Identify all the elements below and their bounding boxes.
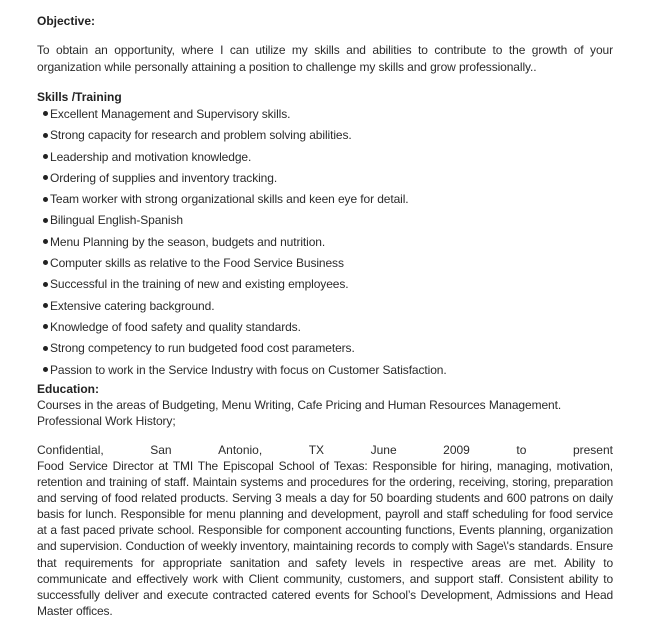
bullet-icon xyxy=(43,111,48,116)
skill-item xyxy=(43,361,447,382)
skills-heading: Skills /Training xyxy=(37,90,122,104)
job-start-month: June xyxy=(370,443,397,457)
job-city: San xyxy=(150,443,172,457)
skill-text: Excellent Management and Supervisory skills. xyxy=(50,107,291,121)
skill-text: Team worker with strong organizational skills and keen eye for detail. xyxy=(50,192,409,207)
job-state: TX xyxy=(308,443,325,457)
bullet-icon xyxy=(43,282,48,287)
skill-item xyxy=(43,190,447,211)
bullet-icon xyxy=(43,175,48,180)
bullet-icon xyxy=(43,239,48,244)
job-to: to xyxy=(516,443,527,457)
skill-text: Bilingual English-Spanish xyxy=(50,213,183,228)
skills-list xyxy=(43,105,447,382)
bullet-icon xyxy=(43,154,48,159)
work-history-label: Professional Work History; xyxy=(37,414,176,428)
bullet-icon xyxy=(43,197,48,202)
skill-text: Extensive catering background. xyxy=(50,298,215,313)
skill-item xyxy=(43,169,447,190)
skill-item xyxy=(43,105,447,126)
job-start-year: 2009 xyxy=(443,443,470,457)
skill-item xyxy=(43,339,447,360)
skill-item xyxy=(43,254,447,275)
skill-text: Strong capacity for research and problem solving abilities. xyxy=(50,128,352,143)
job-city-2: Antonio, xyxy=(218,443,263,457)
skill-item xyxy=(43,297,447,318)
skill-text: Menu Planning by the season, budgets and nutrition. xyxy=(50,234,326,249)
objective-heading: Objective: xyxy=(37,14,96,28)
objective-text: To obtain an opportunity, where I can utilize my skills and abilities to contribute to the growth of your organization while personally attaining a position to challenge my skills and grow professionally.. xyxy=(37,43,613,74)
job-description: Food Service Director at TMI The Episcopal School of Texas: Responsible for hiring, managing, motivation, retention and training of staff. Maintain systems and procedures for the ordering, receiving, storing, preparation and serving of food related products. Serving 3 meals a day for 50 boarding students and 600 patrons on daily basis for lunch. Responsible for menu planning and development, payroll and staff scheduling for food service at a fast paced private school. Responsible for component accounting functions, Events planning, organization and supervision. Conduction of weekly inventory, maintaining records to comply with Sage\'s standards. Ensure that requirements for appropriate sanitation and safety levels in respective areas are met. Ability to communicate and effectively work with Client community, customers, and support staff. Consistent ability to successfully deliver and execute contracted catered events for School’s Development, Admissions and Head Master offices. xyxy=(37,459,613,618)
skill-item xyxy=(43,126,447,147)
skill-item xyxy=(43,148,447,169)
skill-text: Strong competency to run budgeted food cost parameters. xyxy=(50,341,355,356)
bullet-icon xyxy=(43,218,48,223)
job-employer: Confidential, xyxy=(37,443,104,457)
skill-item xyxy=(43,275,447,296)
education-heading: Education: xyxy=(37,382,99,396)
skill-text: Ordering of supplies and inventory tracking. xyxy=(50,170,278,185)
skill-text: Successful in the training of new and existing employees. xyxy=(50,277,349,292)
skill-text: Computer skills as relative to the Food Service Business xyxy=(50,256,344,271)
job-header xyxy=(37,442,613,458)
bullet-icon xyxy=(43,133,48,138)
bullet-icon xyxy=(43,260,48,265)
job-end: present xyxy=(572,443,613,457)
skill-text: Leadership and motivation knowledge. xyxy=(50,149,252,164)
skill-text: Passion to work in the Service Industry with focus on Customer Satisfaction. xyxy=(50,362,447,377)
skill-item xyxy=(43,211,447,232)
skill-text: Knowledge of food safety and quality standards. xyxy=(50,319,301,334)
bullet-icon xyxy=(43,324,48,329)
bullet-icon xyxy=(43,303,48,308)
bullet-icon xyxy=(43,346,48,351)
skill-item xyxy=(43,318,447,339)
skill-item xyxy=(43,233,447,254)
bullet-icon xyxy=(43,367,48,372)
education-text: Courses in the areas of Budgeting, Menu Writing, Cafe Pricing and Human Resources Management. xyxy=(37,398,562,412)
